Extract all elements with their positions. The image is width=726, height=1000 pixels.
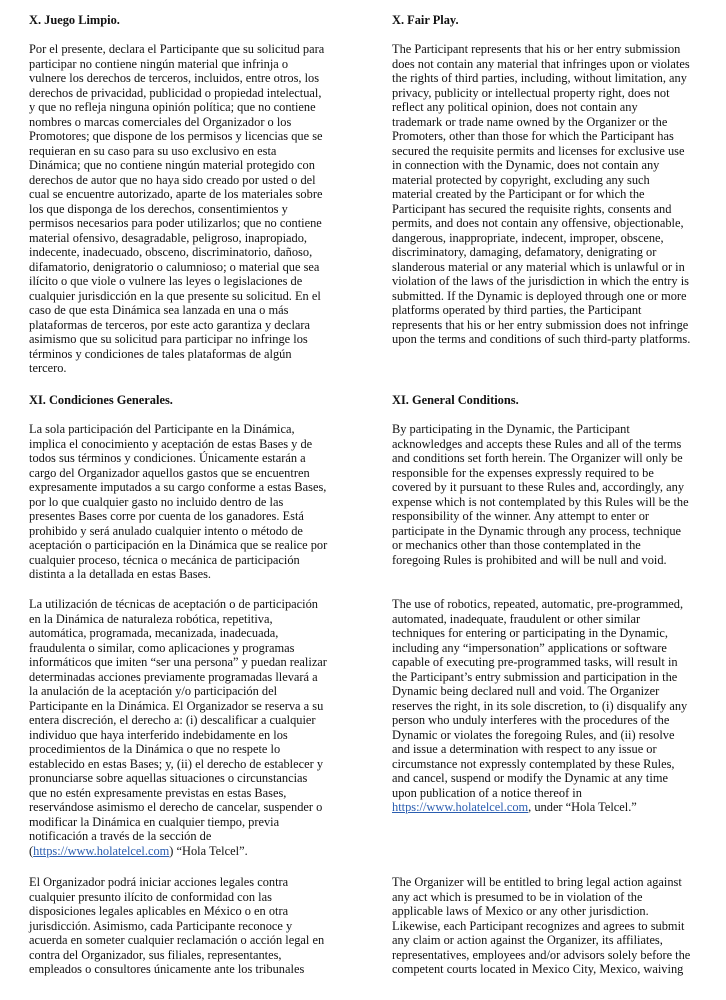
text-line: privacy, publicity or intellectual property right, does not: [392, 85, 670, 100]
text-line: secured the requisite permits and licenses for exclusive use: [392, 143, 685, 158]
text-line: The Participant represents that his or her entry submission: [392, 42, 681, 56]
text-line: disposiciones legales aplicables en México o en otra: [29, 904, 289, 918]
text-line: Por el presente, declara el Participante que su solicitud para: [29, 42, 325, 56]
text-line: or mechanics other than those contemplated in the: [392, 538, 641, 552]
text-line: requieran en su caso para su uso exclusivo en esta: [29, 143, 277, 158]
text-line: competent courts located in Mexico City, Mexico, waiving: [392, 962, 684, 976]
link-line: [29, 844, 367, 859]
section-heading-fair-play: X. Fair Play.: [392, 13, 459, 27]
text-line: upon the terms and conditions of such third-party platforms.: [392, 332, 691, 346]
text-line: trademark or trade name owned by the Organizer or the: [392, 114, 668, 129]
text-line: Dinámica; que no contiene ningún material protegido con: [29, 158, 315, 172]
text-line: empleados o consultores únicamente ante los tribunales: [29, 962, 305, 976]
text-line: capable of executing pre-programmed tasks, will result in: [392, 655, 678, 669]
text-line: cualquier jurisdicción en la que presente su solicitud. En el: [29, 288, 321, 303]
text-line: dangerous, inappropriate, indecent, improper, obscene,: [392, 230, 664, 245]
link-suffix: ) “Hola Telcel”.: [169, 843, 248, 858]
text-line: Likewise, each Participant recognizes and agrees to submit: [392, 918, 685, 933]
text-line: procedimientos de la Dinámica o que no respete lo: [29, 742, 281, 756]
text-line: participate in the Dynamic through any process, technique: [392, 523, 682, 538]
text-line: and issue a determination with respect to any issue or: [392, 742, 657, 756]
text-line: los que disponga de los derechos, consentimientos y: [29, 201, 288, 216]
link-suffix: , under “Hola Telcel.”: [528, 800, 637, 814]
text-line: represents that his or her entry submission does not infringe: [392, 317, 689, 332]
text-line: términos y condiciones de tales plataformas de algún: [29, 346, 292, 361]
text-line: slanderous material or any material which is unlawful or in: [392, 259, 685, 274]
text-line: covered by it pursuant to these Rules and, accordingly, any: [392, 480, 685, 494]
text-line: individuo que haya interferido indebidamente en los: [29, 727, 288, 742]
text-line: aceptación o participación en la Dinámica que se realice por: [29, 538, 328, 552]
text-line: any claim or action against the Organizer, its affiliates,: [392, 933, 663, 947]
paragraph-condiciones-2: [29, 597, 367, 858]
text-line: La utilización de técnicas de aceptación o de participación: [29, 597, 318, 611]
text-line: determinadas acciones previamente programadas llevará a: [29, 669, 318, 684]
section-heading-condiciones-generales: XI. Condiciones Generales.: [29, 393, 173, 407]
text-line: discriminatory, damaging, defamatory, denigrating or: [392, 245, 657, 259]
text-line: representatives, employees and/or advisors solely before the: [392, 947, 691, 962]
text-line: any act which is presumed to be in violation of the: [392, 889, 643, 904]
text-line: presentes Bases corre por cuenta de los ganadores. Está: [29, 509, 304, 523]
text-line: permisos necesarios para poder utilizarlos; que no contiene: [29, 216, 322, 230]
paragraph-general-1: [392, 422, 726, 567]
text-line: jurisdicción. Asimismo, cada Participante reconoce y: [29, 918, 293, 933]
text-line: y que no refleja ninguna opinión política; que no contiene: [29, 100, 316, 114]
text-line: contra del Organizador, sus filiales, representantes,: [29, 947, 282, 962]
text-line: nombres o marcas comerciales del Organizador o los: [29, 114, 292, 129]
text-line: implica el conocimiento y aceptación de estas Bases y de: [29, 436, 313, 451]
text-line: La sola participación del Participante en la Dinámica,: [29, 422, 295, 436]
link-line: [392, 800, 726, 815]
text-line: prohibido y será anulado cualquier intento o método de: [29, 523, 303, 538]
text-line: material created by the Participant or for which the: [392, 187, 645, 201]
text-line: por lo que cualquier gasto no incluido dentro de las: [29, 494, 284, 509]
text-line: submitted. If the Dynamic is deployed through one or more: [392, 288, 687, 303]
text-line: cargo del Organizador aquellos gastos que se encuentren: [29, 465, 310, 480]
text-line: the Participant’s entry submission and participation in the: [392, 669, 678, 684]
text-line: in connection with the Dynamic, does not contain any: [392, 158, 660, 172]
paragraph-general-3: [392, 875, 726, 977]
text-line: The use of robotics, repeated, automatic, pre-programmed,: [392, 597, 684, 611]
text-line: reflect any political opinion, does not contain any: [392, 100, 638, 114]
text-line: pronunciarse sobre aquellas situaciones o circunstancias: [29, 771, 308, 785]
text-line: acuerda en someter cualquier reclamación o acción legal en: [29, 933, 325, 947]
text-line: expresamente imputados a su cargo conforme a estas Bases,: [29, 480, 327, 494]
text-line: Dynamic or violates the foregoing Rules, and (ii) resolve: [392, 727, 675, 742]
text-line: notificación a través de la sección de: [29, 829, 212, 843]
text-line: modificar la Dinámica en cualquier tiempo, previa: [29, 814, 280, 829]
text-line: entera discreción, el derecho a: (i) descalificar a cualquier: [29, 713, 316, 727]
text-line: permits, and does not contain any offensive, objectionable,: [392, 216, 684, 230]
text-line: todos sus términos y condiciones. Únicamente estarán a: [29, 451, 306, 465]
text-line: violation of the laws of the jurisdiction in which the entry is: [392, 274, 689, 288]
text-line: platforms operated by third parties, the Participant: [392, 303, 642, 317]
text-line: automática, programada, mecanizada, inadecuada,: [29, 626, 279, 640]
text-line: El Organizador podrá iniciar acciones legales contra: [29, 875, 289, 889]
text-line: asimismo que su solicitud para participar no infringe los: [29, 332, 308, 346]
text-line: derechos de autor que no haya sido creado por usted o del: [29, 172, 316, 187]
paragraph-general-2: [392, 597, 726, 815]
text-line: distinta a la detallada en estas Bases.: [29, 567, 212, 581]
text-line: techniques for entering or participating in the Dynamic,: [392, 626, 668, 640]
text-line: informáticos que imiten “ser una persona” y puedan realizar: [29, 655, 327, 669]
text-line: participar no contiene ningún material que infrinja o: [29, 56, 289, 71]
text-line: que no estén expresamente previstas en estas Bases,: [29, 785, 287, 800]
paragraph-juego-limpio: [29, 42, 367, 376]
text-line: reservándose asimismo el derecho de cancelar, suspender o: [29, 800, 323, 814]
text-line: indecente, inadecuado, obsceno, discriminatorio, dañoso,: [29, 245, 313, 259]
text-line: derechos de privacidad, publicidad o propiedad intelectual,: [29, 85, 322, 100]
text-line: By participating in the Dynamic, the Participant: [392, 422, 630, 436]
text-line: la anulación de la aceptación y/o participación del: [29, 684, 278, 698]
text-line: and cancel, suspend or modify the Dynamic at any time: [392, 771, 668, 785]
text-line: en la Dinámica de naturaleza robótica, repetitiva,: [29, 611, 273, 626]
text-line: person who unduly interferes with the procedures of the: [392, 713, 670, 727]
holatelcel-link[interactable]: https://www.holatelcel.com: [392, 800, 529, 814]
text-line: cualquier proceso, técnica o mecánica de participación: [29, 552, 300, 567]
text-line: upon publication of a notice thereof in: [392, 785, 582, 800]
text-line: Promoters, other than those for which the Participant has: [392, 129, 674, 143]
section-heading-general-conditions: XI. General Conditions.: [392, 393, 519, 407]
section-heading-juego-limpio: X. Juego Limpio.: [29, 13, 120, 27]
text-line: acknowledges and accepts these Rules and all of the terms: [392, 436, 682, 451]
text-line: vulnere los derechos de terceros, incluidos, entre otros, los: [29, 71, 320, 85]
text-line: the rights of third parties, including, without limitation, any: [392, 71, 687, 85]
link-prefix: (: [29, 843, 34, 858]
text-line: Dynamic being declared null and void. The Organizer: [392, 684, 660, 698]
text-line: circumstance not expressly contemplated by these Rules,: [392, 756, 675, 771]
text-line: establecido en estas Bases; y, (ii) el derecho de establecer y: [29, 756, 324, 771]
text-line: responsibility of the winner. Any attempt to enter or: [392, 509, 650, 523]
paragraph-condiciones-1: [29, 422, 367, 582]
text-line: responsible for the expenses expressly required to be: [392, 465, 654, 480]
text-line: Participant has secured the requisite rights, consents and: [392, 201, 672, 216]
text-line: ilícito o que viole o vulnere las leyes o legislaciones de: [29, 274, 303, 288]
text-line: Participante en la Dinámica. El Organizador se reserva a su: [29, 698, 324, 713]
text-line: caso de que esta Dinámica sea lanzada en una o más: [29, 303, 289, 317]
text-line: including any “impersonation” applications or software: [392, 640, 667, 655]
text-line: does not contain any material that infringes upon or violates: [392, 56, 690, 71]
text-line: tercero.: [29, 361, 67, 375]
text-line: material protected by copyright, excluding any such: [392, 172, 650, 187]
text-line: plataformas de terceros, por este acto garantiza y declara: [29, 317, 311, 332]
paragraph-fair-play: [392, 42, 726, 347]
text-line: foregoing Rules is prohibited and will be null and void.: [392, 552, 667, 567]
text-line: material ofensivo, desagradable, peligroso, inapropiado,: [29, 230, 308, 245]
text-line: difamatorio, denigratorio o calumnioso; o material que sea: [29, 259, 320, 274]
text-line: and conditions set forth herein. The Organizer will only be: [392, 451, 683, 465]
text-line: applicable laws of Mexico or any other jurisdiction.: [392, 904, 649, 918]
text-line: The Organizer will be entitled to bring legal action against: [392, 875, 682, 889]
text-line: reserves the right, in its sole discretion, to (i) disqualify any: [392, 698, 688, 713]
holatelcel-link[interactable]: https://www.holatelcel.com: [33, 843, 170, 858]
text-line: expense which is not contemplated by this Rules will be the: [392, 494, 689, 509]
text-line: Promotores; que dispone de los permisos y licencias que se: [29, 129, 323, 143]
text-line: fraudulenta o similar, como aplicaciones y programas: [29, 640, 295, 655]
paragraph-condiciones-3: [29, 875, 367, 977]
text-line: automated, inadequate, fraudulent or other similar: [392, 611, 641, 626]
text-line: cualquier presunto ilícito de conformidad con las: [29, 889, 272, 904]
text-line: cual se encuentre autorizado, aparte de los materiales sobre: [29, 187, 323, 201]
